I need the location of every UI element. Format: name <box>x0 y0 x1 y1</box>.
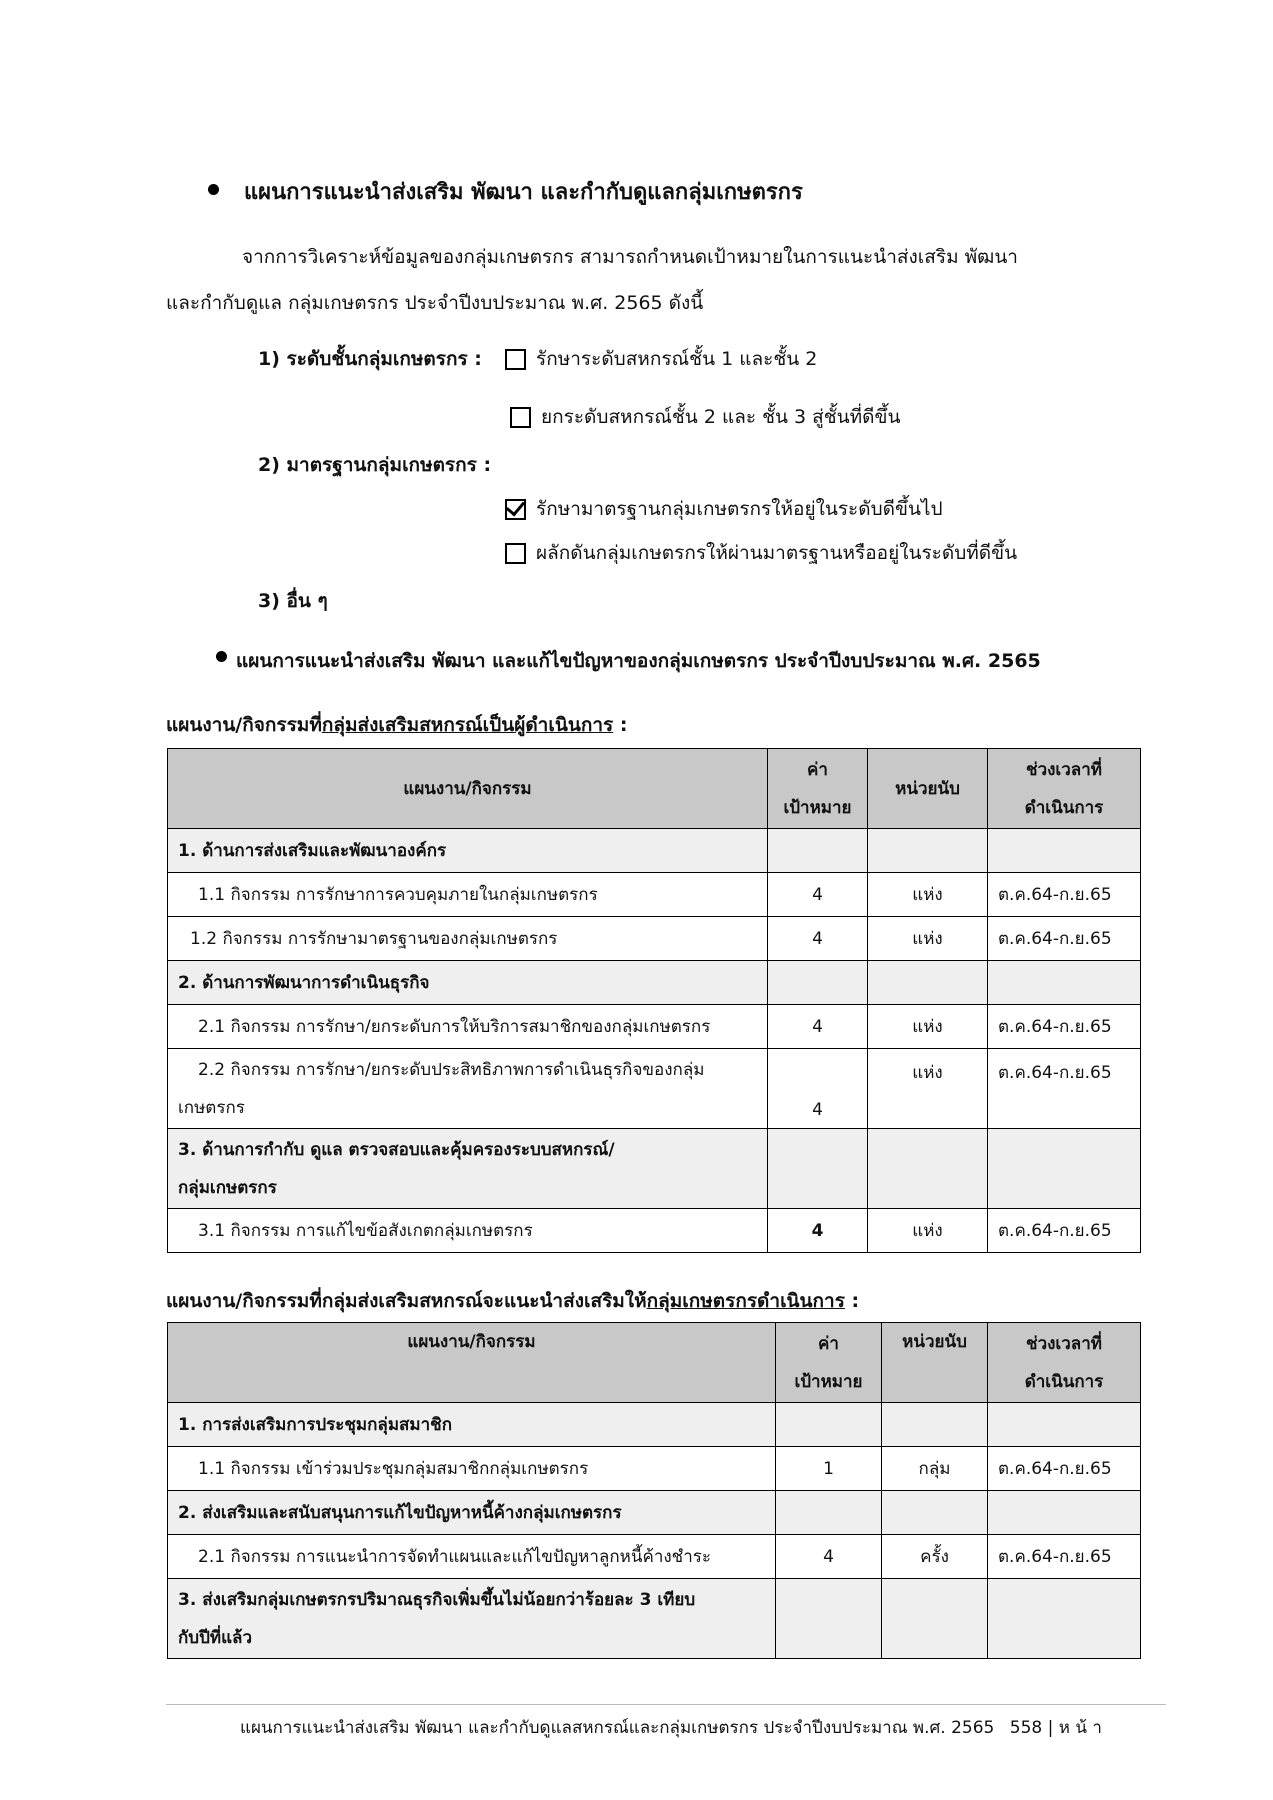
table-row: 1.2 กิจกรรม การรักษามาตรฐานของกลุ่มเกษตรกร 4 แห่ง ต.ค.64-ก.ย.65 <box>168 917 1141 961</box>
item1-option1-text: รักษาระดับสหกรณ์ชั้น 1 และชั้น 2 <box>536 348 818 370</box>
footer <box>240 1714 1102 1741</box>
table-section-row: 2. ด้านการพัฒนาการดำเนินธุรกิจ <box>168 961 1141 1005</box>
header-activity: แผนงาน/กิจกรรม <box>168 1323 776 1403</box>
header-period: ช่วงเวลาที่ ดำเนินการ <box>988 1323 1141 1403</box>
item3-label: 3) อื่น ๆ <box>258 590 328 612</box>
table-section-row: 2. ส่งเสริมและสนับสนุนการแก้ไขปัญหาหนี้ค้างกลุ่มเกษตรกร <box>168 1491 1141 1535</box>
checkbox-icon[interactable] <box>505 543 526 564</box>
bullet-icon <box>208 184 219 195</box>
header-unit: หน่วยนับ <box>868 749 988 829</box>
checkbox-icon[interactable] <box>510 407 531 428</box>
table-header-row <box>168 1323 1141 1403</box>
item1-option2-text: ยกระดับสหกรณ์ชั้น 2 และ ชั้น 3 สู่ชั้นที่ดีขึ้น <box>541 406 901 428</box>
item1-option1[interactable] <box>505 344 817 374</box>
item2-option1[interactable] <box>505 494 943 524</box>
table-section-row: 3. ด้านการกำกับ ดูแล ตรวจสอบและคุ้มครองระบบสหกรณ์/ กลุ่มเกษตรกร <box>168 1129 1141 1209</box>
table-header-row <box>168 749 1141 829</box>
table2-caption: แผนงาน/กิจกรรมที่กลุ่มส่งเสริมสหกรณ์จะแนะนำส่งเสริมให้กลุ่มเกษตรกรดำเนินการ : <box>166 1290 860 1312</box>
item2-option2-text: ผลักดันกลุ่มเกษตรกรให้ผ่านมาตรฐานหรืออยู่ในระดับที่ดีขึ้น <box>536 542 1018 564</box>
table-row: 2.1 กิจกรรม การแนะนำการจัดทำแผนและแก้ไขปัญหาลูกหนี้ค้างชำระ 4 ครั้ง ต.ค.64-ก.ย.65 <box>168 1535 1141 1579</box>
header-target: ค่า เป้าหมาย <box>776 1323 882 1403</box>
section1-title: แผนการแนะนำส่งเสริม พัฒนา และกำกับดูแลกลุ่มเกษตรกร <box>244 180 803 205</box>
table-row: 1.1 กิจกรรม เข้าร่วมประชุมกลุ่มสมาชิกกลุ่มเกษตรกร 1 กลุ่ม ต.ค.64-ก.ย.65 <box>168 1447 1141 1491</box>
footer-text: แผนการแนะนำส่งเสริม พัฒนา และกำกับดูแลสหกรณ์และกลุ่มเกษตรกร ประจำปีงบประมาณ พ.ศ. 2565 <box>240 1718 995 1738</box>
table1-caption: แผนงาน/กิจกรรมที่กลุ่มส่งเสริมสหกรณ์เป็นผู้ดำเนินการ : <box>166 714 628 736</box>
activity-table-2 <box>167 1322 1141 1659</box>
intro-paragraph-line1: จากการวิเคราะห์ข้อมูลของกลุ่มเกษตรกร สามารถกำหนดเป้าหมายในการแนะนำส่งเสริม พัฒนา <box>242 246 1018 268</box>
item2-option2[interactable] <box>505 538 1017 568</box>
footer-divider <box>166 1704 1166 1705</box>
header-activity: แผนงาน/กิจกรรม <box>168 749 768 829</box>
table-row: 3.1 กิจกรรม การแก้ไขข้อสังเกตกลุ่มเกษตรกร 4 แห่ง ต.ค.64-ก.ย.65 <box>168 1209 1141 1253</box>
table-row: 2.2 กิจกรรม การรักษา/ยกระดับประสิทธิภาพการดำเนินธุรกิจของกลุ่ม เกษตรกร 4 แห่ง ต.ค.64-ก.ย.65 <box>168 1049 1141 1129</box>
bullet-icon <box>216 651 227 662</box>
table-section-row: 1. การส่งเสริมการประชุมกลุ่มสมาชิก <box>168 1403 1141 1447</box>
table-section-row: 1. ด้านการส่งเสริมและพัฒนาองค์กร <box>168 829 1141 873</box>
header-unit: หน่วยนับ <box>882 1323 988 1403</box>
checkbox-icon[interactable] <box>505 349 526 370</box>
item2-option1-text: รักษามาตรฐานกลุ่มเกษตรกรให้อยู่ในระดับดีขึ้นไป <box>536 498 943 520</box>
item1-label: 1) ระดับชั้นกลุ่มเกษตรกร : <box>258 348 482 370</box>
checked-checkbox-icon[interactable] <box>505 499 526 520</box>
table-section-row: 3. ส่งเสริมกลุ่มเกษตรกรปริมาณธุรกิจเพิ่มขึ้นไม่น้อยกว่าร้อยละ 3 เทียบ กับปีที่แล้ว <box>168 1579 1141 1659</box>
table-row: 1.1 กิจกรรม การรักษาการควบคุมภายในกลุ่มเกษตรกร 4 แห่ง ต.ค.64-ก.ย.65 <box>168 873 1141 917</box>
header-period: ช่วงเวลาที่ ดำเนินการ <box>988 749 1141 829</box>
section2-title: แผนการแนะนำส่งเสริม พัฒนา และแก้ไขปัญหาของกลุ่มเกษตรกร ประจำปีงบประมาณ พ.ศ. 2565 <box>236 650 1041 672</box>
header-target: ค่า เป้าหมาย <box>768 749 868 829</box>
intro-paragraph-line2: และกำกับดูแล กลุ่มเกษตรกร ประจำปีงบประมาณ พ.ศ. 2565 ดังนี้ <box>166 292 704 314</box>
page-number: 558 | ห น้ า <box>1009 1718 1102 1738</box>
item1-option2[interactable] <box>510 402 900 432</box>
activity-table-1 <box>167 748 1141 1253</box>
table-row: 2.1 กิจกรรม การรักษา/ยกระดับการให้บริการสมาชิกของกลุ่มเกษตรกร 4 แห่ง ต.ค.64-ก.ย.65 <box>168 1005 1141 1049</box>
item2-label: 2) มาตรฐานกลุ่มเกษตรกร : <box>258 454 492 476</box>
